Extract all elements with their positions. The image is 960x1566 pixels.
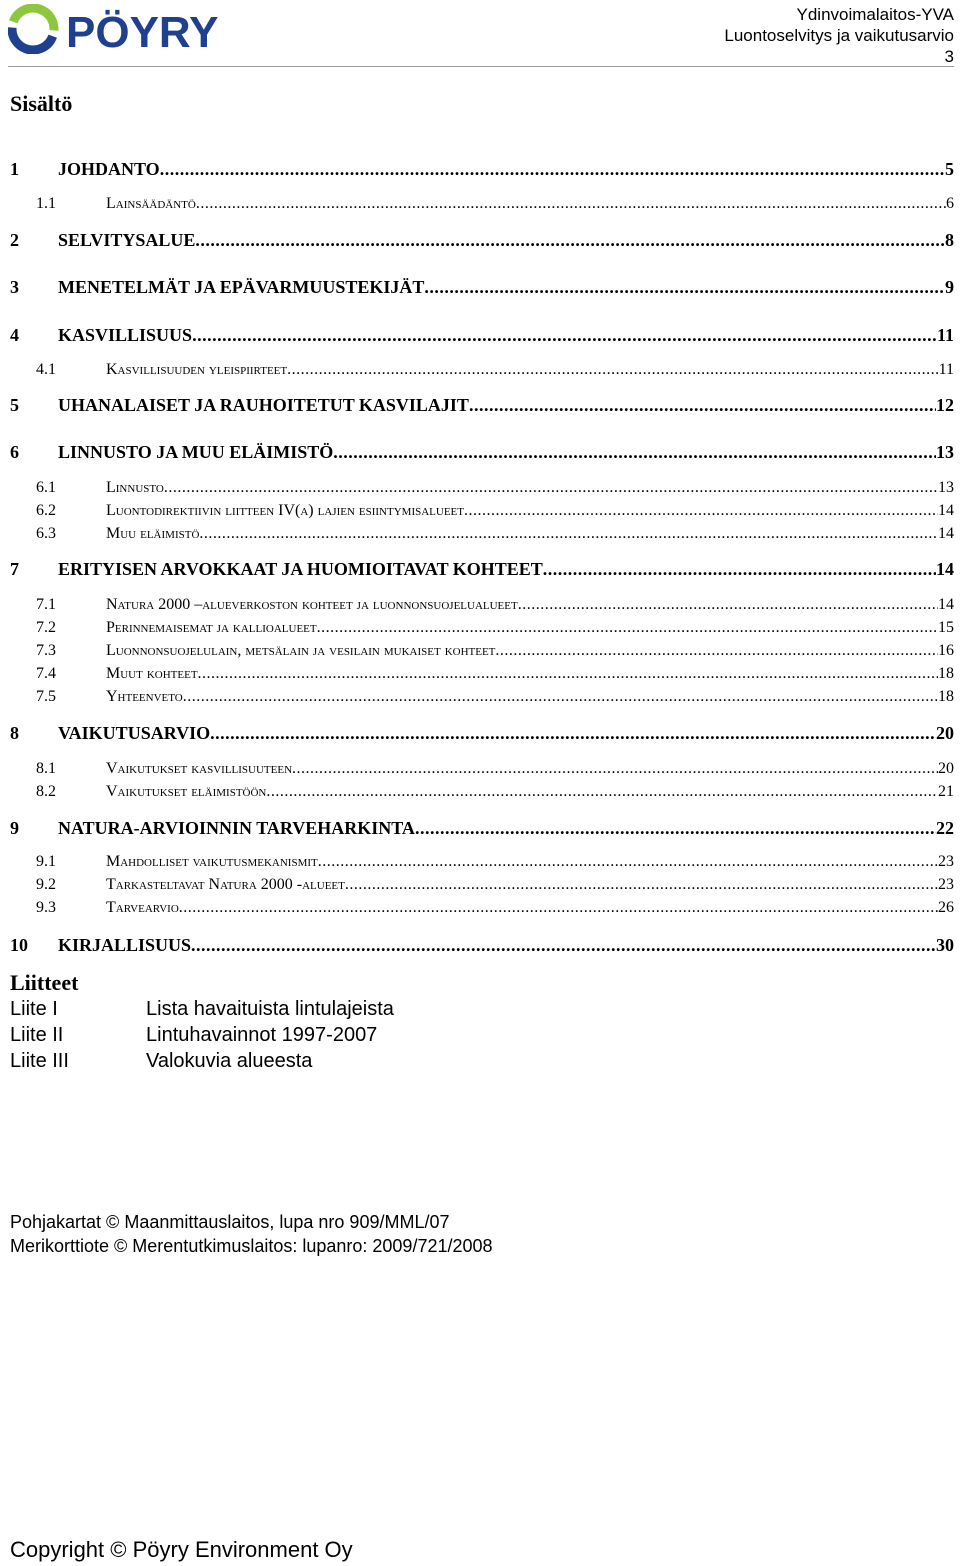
toc-entry[interactable]: 10 KIRJALLISUUS ..... 30 <box>10 935 954 956</box>
toc-subentry[interactable]: 4.1 Kasvillisuuden yleispiirteet ..... 11 <box>10 361 954 379</box>
map-license-note: Pohjakartat © Maanmittauslaitos, lupa nro 909/MML/07 <box>10 1212 450 1232</box>
copyright-footer: Copyright © Pöyry Environment Oy <box>10 1537 353 1562</box>
toc-subentry[interactable]: 6.1 Linnusto ..... 13 <box>10 479 954 497</box>
toc-subentry[interactable]: 7.4 Muut kohteet ..... 18 <box>10 665 954 683</box>
header-divider <box>8 66 954 67</box>
attachment-item: Liite II Lintuhavainnot 1997-2007 <box>10 1024 378 1046</box>
attachments-heading: Liitteet <box>10 970 79 995</box>
toc-subentry[interactable]: 6.2 Luontodirektiivin liitteen IV(a) lajien esiintymisalueet ..... 14 <box>10 502 954 520</box>
attachment-item: Liite I Lista havaituista lintulajeista <box>10 998 394 1020</box>
toc-entry[interactable]: 3 MENETELMÄT JA EPÄVARMUUSTEKIJÄT ..... 9 <box>10 277 954 298</box>
toc-subentry[interactable]: 9.2 Tarkasteltavat Natura 2000 -alueet ..... 23 <box>10 876 954 894</box>
toc-entry[interactable]: 9 NATURA-ARVIOINNIN TARVEHARKINTA ..... 22 <box>10 818 954 839</box>
toc-subentry[interactable]: 8.1 Vaikutukset kasvillisuuteen ..... 20 <box>10 760 954 778</box>
toc-subentry[interactable]: 7.2 Perinnemaisemat ja kallioalueet ..... 15 <box>10 619 954 637</box>
poyry-logo <box>8 4 278 54</box>
toc-subentry[interactable]: 1.1 Lainsäädäntö ..... 6 <box>10 195 954 213</box>
toc-entry[interactable]: 1 JOHDANTO ..... 5 <box>10 159 954 180</box>
document-subtitle: Luontoselvitys ja vaikutusarvio <box>724 26 954 45</box>
toc-entry[interactable]: 8 VAIKUTUSARVIO ..... 20 <box>10 723 954 744</box>
toc-entry[interactable]: 6 LINNUSTO JA MUU ELÄIMISTÖ ..... 13 <box>10 442 954 463</box>
toc-subentry[interactable]: 8.2 Vaikutukset eläimistöön ..... 21 <box>10 783 954 801</box>
toc-entry[interactable]: 5 UHANALAISET JA RAUHOITETUT KASVILAJIT ..... 12 <box>10 395 954 416</box>
toc-subentry[interactable]: 7.3 Luonnonsuojelulain, metsälain ja vesilain mukaiset kohteet ..... 16 <box>10 642 954 660</box>
project-title: Ydinvoimalaitos-YVA <box>796 5 954 24</box>
toc-subentry[interactable]: 7.1 Natura 2000 –alueverkoston kohteet ja luonnonsuojelualueet ..... 14 <box>10 596 954 614</box>
page-number: 3 <box>944 47 954 66</box>
page-header <box>724 4 954 67</box>
toc-subentry[interactable]: 7.5 Yhteenveto ..... 18 <box>10 688 954 706</box>
toc-subentry[interactable]: 6.3 Muu eläimistö ..... 14 <box>10 525 954 543</box>
chart-license-note: Merikorttiote © Merentutkimuslaitos: lupanro: 2009/721/2008 <box>10 1236 493 1256</box>
toc-entry[interactable]: 7 ERITYISEN ARVOKKAAT JA HUOMIOITAVAT KOHTEET ..... 14 <box>10 559 954 580</box>
toc-entry[interactable]: 2 SELVITYSALUE ..... 8 <box>10 230 954 251</box>
attachment-item: Liite III Valokuvia alueesta <box>10 1050 313 1072</box>
toc-entry[interactable]: 4 KASVILLISUUS ..... 11 <box>10 325 954 346</box>
toc-heading: Sisältö <box>10 91 73 116</box>
toc-subentry[interactable]: 9.1 Mahdolliset vaikutusmekanismit ..... 23 <box>10 853 954 871</box>
logo-wordmark: PÖYRY <box>66 8 219 54</box>
toc-subentry[interactable]: 9.3 Tarvearvio ..... 26 <box>10 899 954 917</box>
